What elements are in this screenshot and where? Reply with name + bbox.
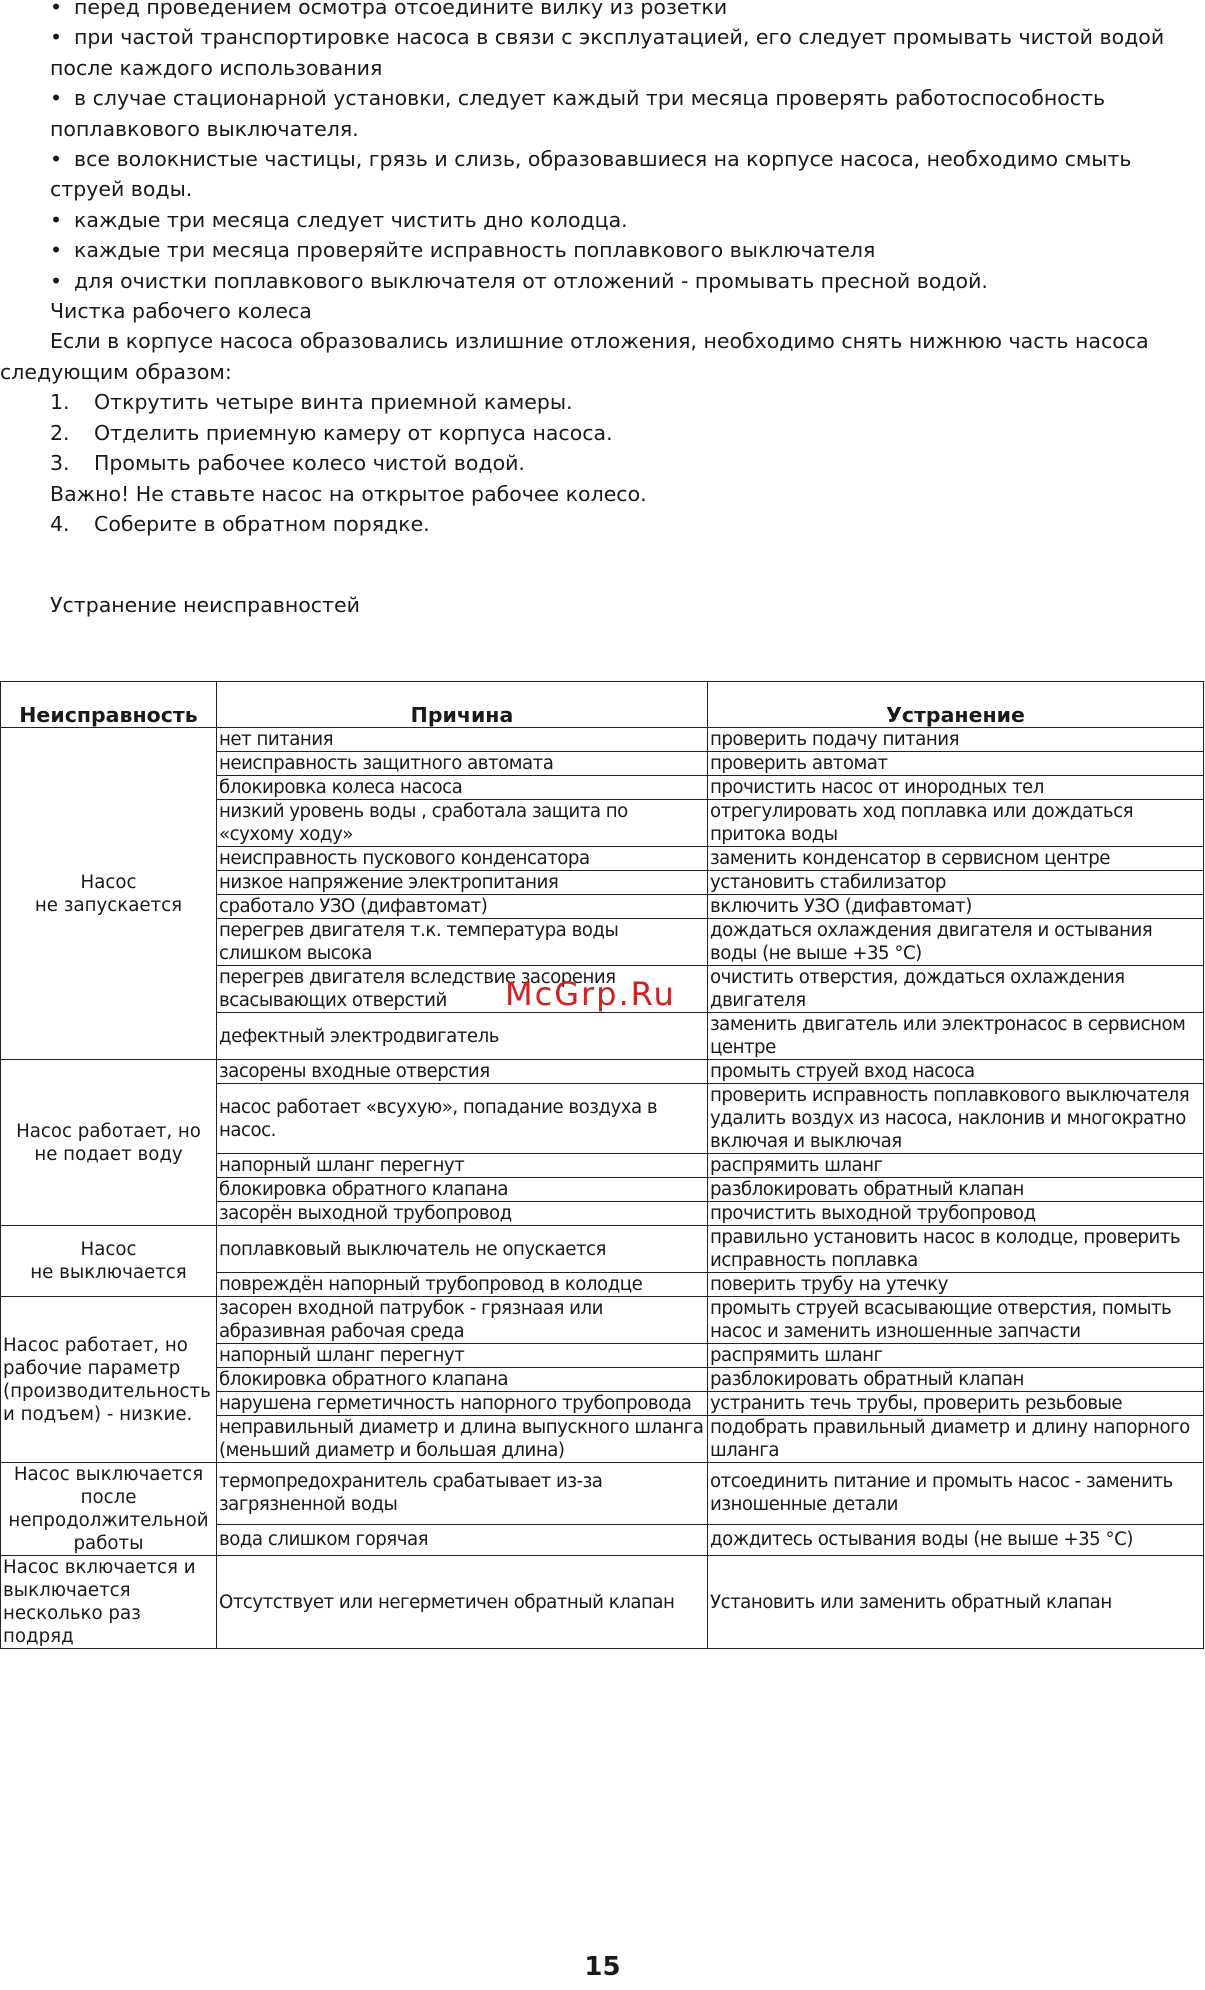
page-number: 15 (584, 1952, 621, 1982)
bullet-item: • для очистки поплавкового выключателя от отложений - промывать пресной водой. (50, 268, 988, 293)
cause-cell: дефектный электродвигатель (217, 1013, 708, 1060)
remedy-cell: поверить трубу на утечку (708, 1273, 1204, 1297)
bullet-item: • в случае стационарной установки, следует каждый три месяца проверять работоспособность поплавкового выключателя. (50, 86, 1106, 141)
cause-cell: засорены входные отверстия (217, 1060, 708, 1084)
fault-cell: Насос включается и выключается несколько раз подряд (1, 1556, 217, 1649)
remedy-cell: разблокировать обратный клапан (708, 1368, 1204, 1392)
remedy-cell: отрегулировать ход поплавка или дождаться притока воды (708, 800, 1204, 847)
fault-cell: Насос работает, но рабочие параметр (производительность и подъем) - низкие. (1, 1297, 217, 1463)
remedy-cell: проверить автомат (708, 752, 1204, 776)
cause-cell: блокировка обратного клапана (217, 1368, 708, 1392)
remedy-cell: прочистить выходной трубопровод (708, 1202, 1204, 1226)
fault-cell: Насос не запускается (1, 728, 217, 1060)
bullet-item: • каждые три месяца следует чистить дно колодца. (50, 207, 628, 232)
bullet-item: • все волокнистые частицы, грязь и слизь, образовавшиеся на корпусе насоса, необходимо смыть струей воды. (50, 147, 1132, 202)
cause-cell: сработало УЗО (дифавтомат) (217, 895, 708, 919)
remedy-cell: проверить исправность поплавкового выключателя удалить воздух из насоса, наклонив и многократно включая и выключая (708, 1084, 1204, 1154)
warning-text: Важно! Не ставьте насос на открытое рабочее колесо. (50, 481, 647, 506)
cause-cell: нет питания (217, 728, 708, 752)
troubleshooting-title: Устранение неисправностей (50, 593, 360, 617)
impeller-title: Чистка рабочего колеса (50, 299, 312, 324)
remedy-cell: включить УЗО (дифавтомат) (708, 895, 1204, 919)
cause-cell: поплавковый выключатель не опускается (217, 1226, 708, 1273)
header-cause: Причина (217, 682, 708, 728)
cause-cell: низкое напряжение электропитания (217, 871, 708, 895)
cause-cell: напорный шланг перегнут (217, 1344, 708, 1368)
remedy-cell: проверить подачу питания (708, 728, 1204, 752)
cause-cell: блокировка обратного клапана (217, 1178, 708, 1202)
table-row (1, 1226, 1204, 1273)
step-item: 2. Отделить приемную камеру от корпуса насоса. (50, 420, 613, 445)
impeller-text: Если в корпусе насоса образовались излишние отложения, необходимо снять нижнюю часть насоса следующим образом: (0, 329, 1149, 384)
fault-cell: Насос выключается после непродолжительной работы (1, 1463, 217, 1556)
remedy-cell: устранить течь трубы, проверить резьбовые (708, 1392, 1204, 1416)
table-row (1, 1463, 1204, 1525)
cause-cell: Отсутствует или негерметичен обратный клапан (217, 1556, 708, 1649)
cause-cell: насос работает «всухую», попадание воздуха в насос. (217, 1084, 708, 1154)
remedy-cell: дождитесь остывания воды (не выше +35 °С) (708, 1524, 1204, 1555)
remedy-cell: разблокировать обратный клапан (708, 1178, 1204, 1202)
remedy-cell: установить стабилизатор (708, 871, 1204, 895)
cause-cell: вода слишком горячая (217, 1524, 708, 1555)
cause-cell: неисправность защитного автомата (217, 752, 708, 776)
cause-cell: засорен входной патрубок - грязнаая или абразивная рабочая среда (217, 1297, 708, 1344)
table-row (1, 1556, 1204, 1649)
remedy-cell: промыть струей всасывающие отверстия, помыть насос и заменить изношенные запчасти (708, 1297, 1204, 1344)
watermark: McGrp.Ru (505, 975, 676, 1013)
step-item: 4. Соберите в обратном порядке. (50, 511, 430, 536)
cause-cell: перегрев двигателя т.к. температура воды слишком высока (217, 919, 708, 966)
remedy-cell: очистить отверстия, дождаться охлаждения двигателя (708, 966, 1204, 1013)
table-body (1, 728, 1204, 1649)
bullet-item: • перед проведением осмотра отсоедините вилку из розетки (50, 0, 728, 19)
cause-cell: блокировка колеса насоса (217, 776, 708, 800)
table-row (1, 1297, 1204, 1344)
remedy-cell: прочистить насос от инородных тел (708, 776, 1204, 800)
remedy-cell: Установить или заменить обратный клапан (708, 1556, 1204, 1649)
troubleshooting-table (0, 681, 1204, 1649)
table-row (1, 1060, 1204, 1084)
table-header-row (1, 682, 1204, 728)
remedy-cell: заменить двигатель или электронасос в сервисном центре (708, 1013, 1204, 1060)
header-remedy: Устранение (708, 682, 1204, 728)
remedy-cell: дождаться охлаждения двигателя и остывания воды (не выше +35 °С) (708, 919, 1204, 966)
step-item: 1. Открутить четыре винта приемной камеры. (50, 390, 573, 415)
remedy-cell: отсоединить питание и промыть насос - заменить изношенные детали (708, 1463, 1204, 1525)
bullet-item: • каждые три месяца проверяйте исправность поплавкового выключателя (50, 238, 876, 263)
maintenance-text (0, 0, 1205, 539)
remedy-cell: заменить конденсатор в сервисном центре (708, 847, 1204, 871)
cause-cell: низкий уровень воды , сработала защита по «сухому ходу» (217, 800, 708, 847)
cause-cell: неправильный диаметр и длина выпускного шланга (меньший диаметр и большая длина) (217, 1416, 708, 1463)
cause-cell: термопредохранитель срабатывает из-за загрязненной воды (217, 1463, 708, 1525)
remedy-cell: промыть струей вход насоса (708, 1060, 1204, 1084)
fault-cell: Насос не выключается (1, 1226, 217, 1297)
remedy-cell: подобрать правильный диаметр и длину напорного шланга (708, 1416, 1204, 1463)
cause-cell: засорён выходной трубопровод (217, 1202, 708, 1226)
cause-cell: повреждён напорный трубопровод в колодце (217, 1273, 708, 1297)
bullet-item: • при частой транспортировке насоса в связи с эксплуатацией, его следует промывать чистой водой после каждого использования (50, 25, 1165, 80)
fault-cell: Насос работает, но не подает воду (1, 1060, 217, 1226)
remedy-cell: распрямить шланг (708, 1154, 1204, 1178)
cause-cell: нарушена герметичность напорного трубопровода (217, 1392, 708, 1416)
cause-cell: перегрев двигателя вследствие засорения всасывающих отверстий (217, 966, 708, 1013)
remedy-cell: правильно установить насос в колодце, проверить исправность поплавка (708, 1226, 1204, 1273)
step-item: 3. Промыть рабочее колесо чистой водой. (50, 451, 525, 476)
remedy-cell: распрямить шланг (708, 1344, 1204, 1368)
table-row (1, 728, 1204, 752)
header-fault: Неисправность (1, 682, 217, 728)
cause-cell: неисправность пускового конденсатора (217, 847, 708, 871)
cause-cell: напорный шланг перегнут (217, 1154, 708, 1178)
